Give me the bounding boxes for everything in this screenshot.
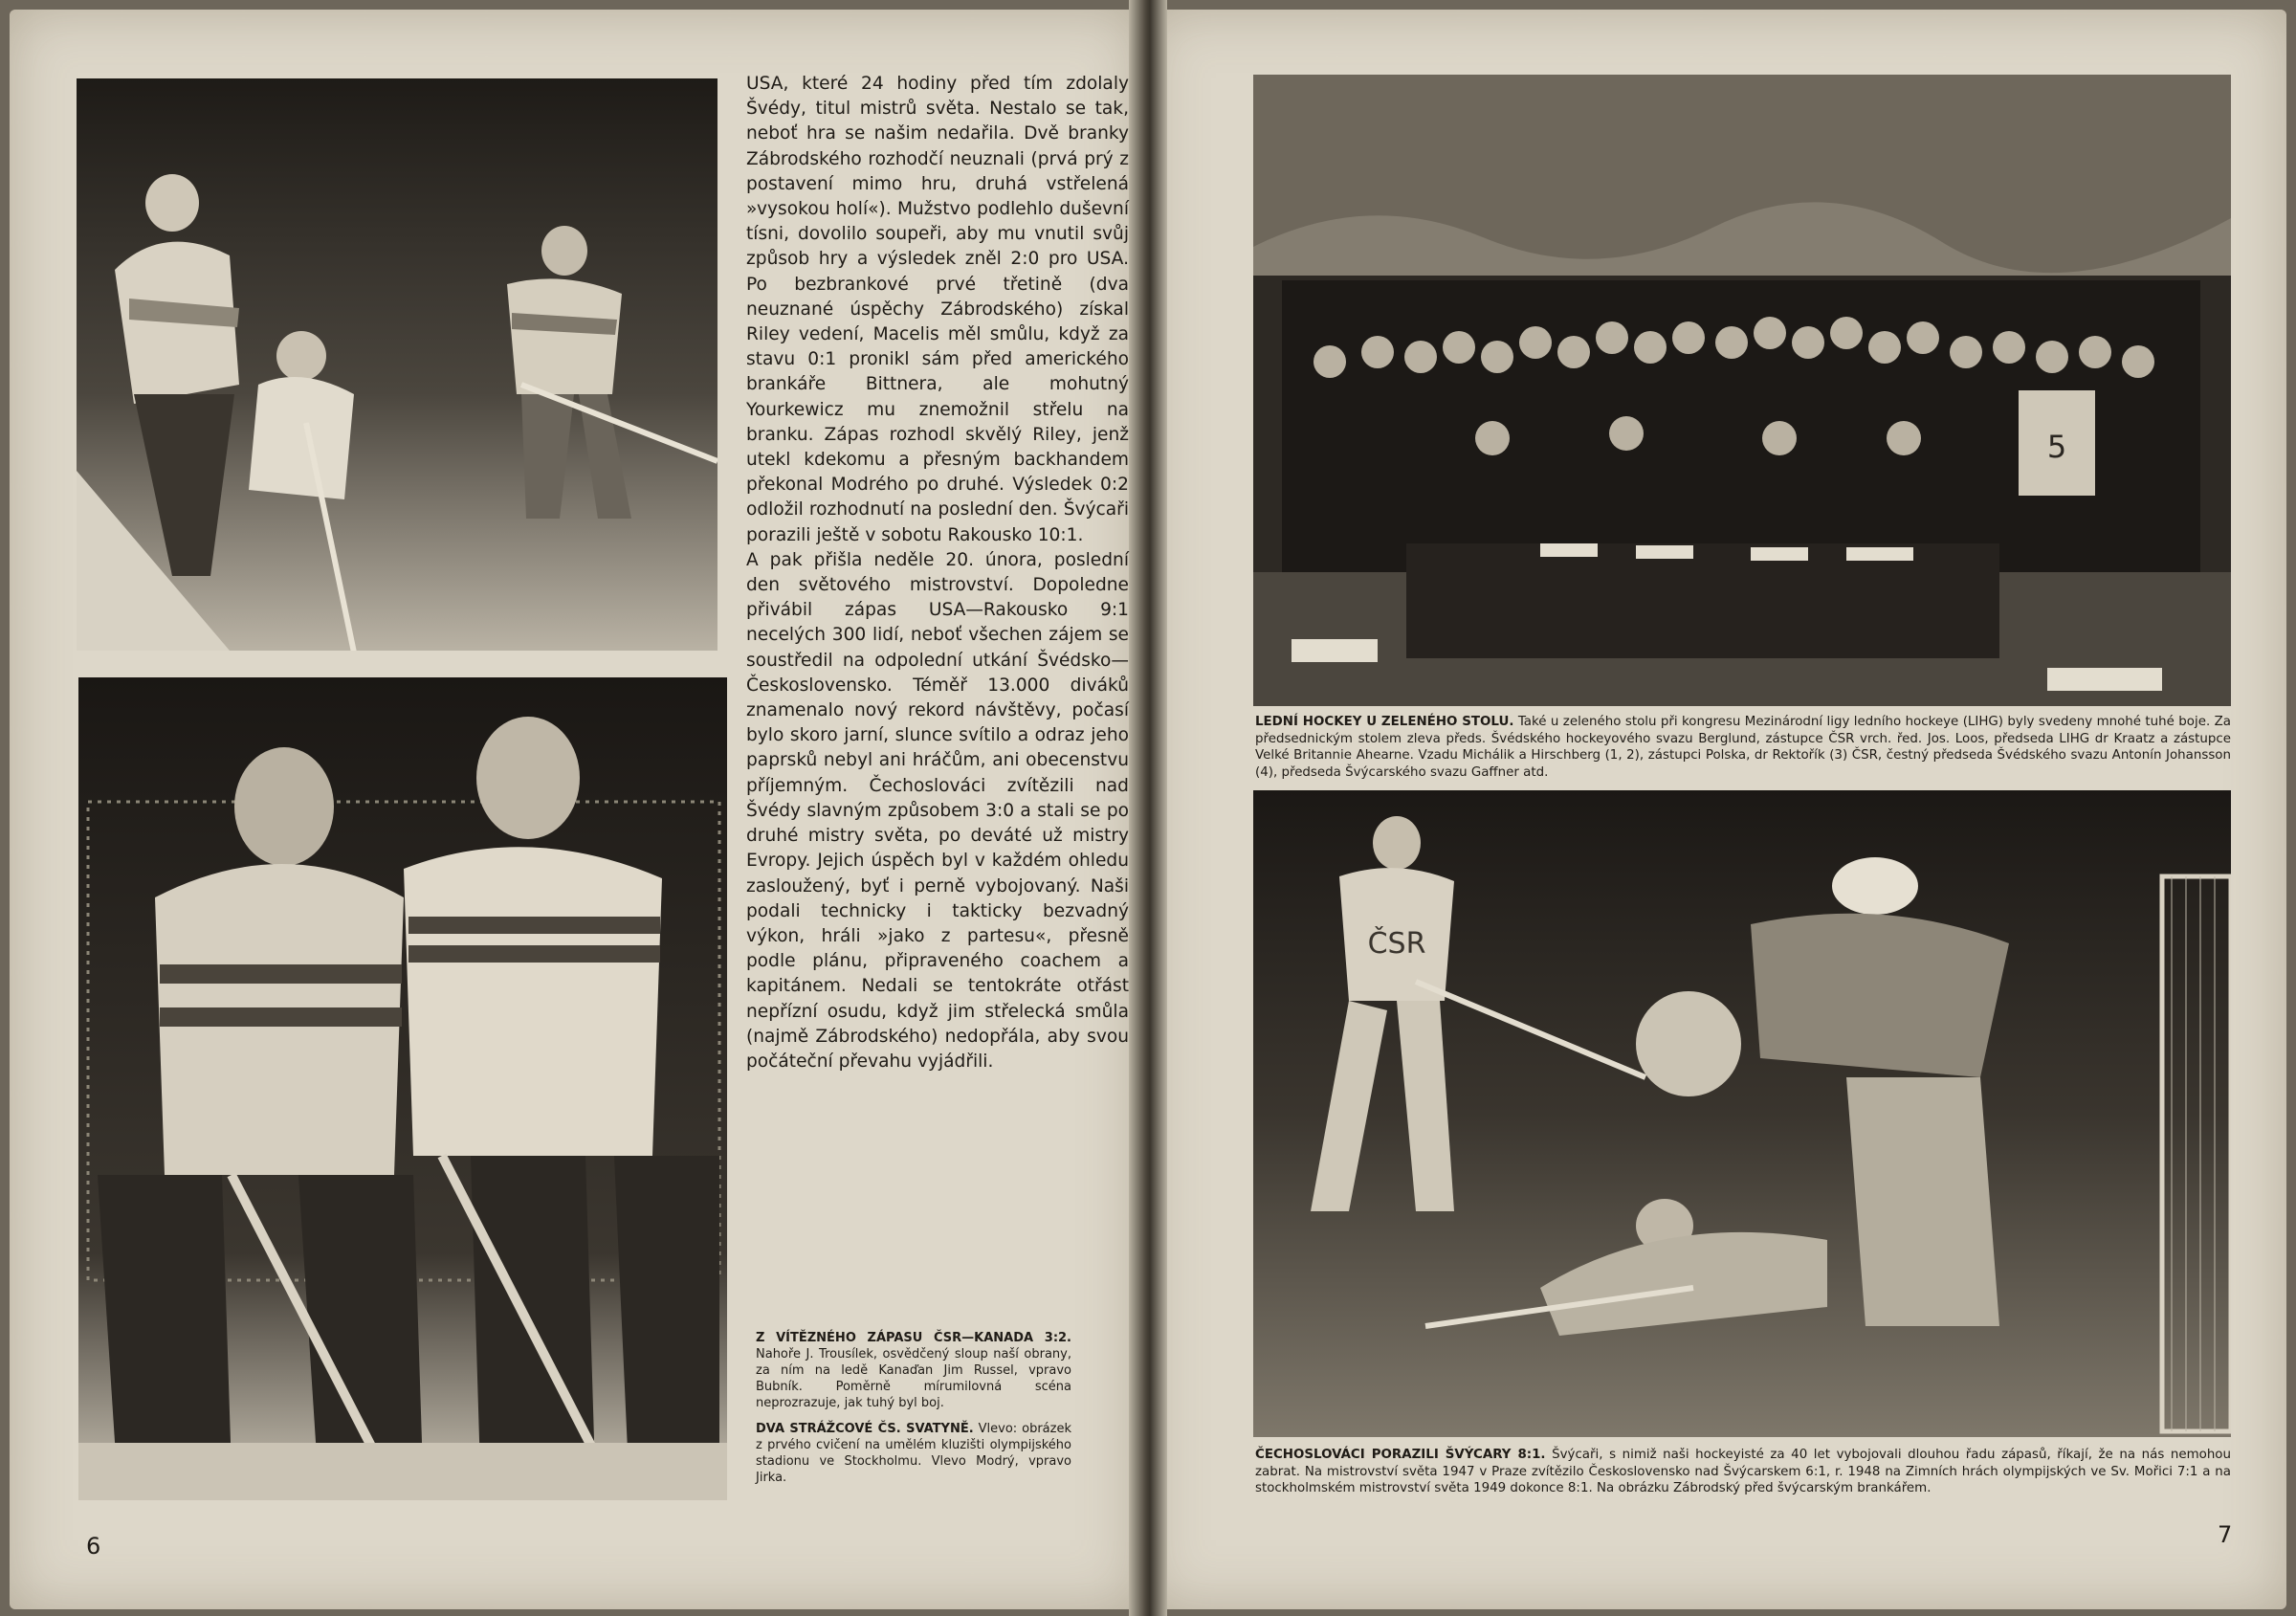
caption-text: Vlevo: obrázek z prvého cvičení na umělém kluzišti olympijského stadionu ve Stockholmu. Vlevo Modrý, vpravo Jirka.	[756, 1422, 1071, 1485]
left-page-captions	[756, 1330, 1071, 1495]
photo-czech-vs-switzerland	[1253, 790, 2231, 1437]
caption-canada-match	[756, 1330, 1071, 1411]
book-gutter	[1129, 0, 1167, 1616]
caption-lead: LEDNÍ HOCKEY U ZELENÉHO STOLU.	[1255, 715, 1514, 729]
photo-hockey-action-canada	[77, 78, 718, 651]
article-paragraph: A pak přišla neděle 20. února, poslední den světového mistrovství. Dopoledne přivábil zápas USA—Rakousko 9:1 necelých 300 lidí, neboť všechen zájem se soustředil na odpolední utkání Švédsko—Československo. Téměř 13.000 diváků znamenalo nový rekord návštěvy, počasí bylo skoro jarní, slunce svítilo a odraz jeho paprsků nebyl ani hráčům, ani obecenstvu příjemným. Čechoslováci zvítězili nad Švédy slavným způsobem 3:0 a stali se po druhé mistry světa, po deváté už mistry Evropy. Jejich úspěch byl v každém ohledu zasloužený, byť i perně vybojovaný. Naši podali technicky i takticky bezvadný výkon, hráli »jako z partesu«, přesně podle plánu, připraveného coachem a kapitánem. Nedali se tentokráte otřást nepřízní osudu, když jim střelecká smůla (najmě Zábrodského) nedopřála, aby svou počáteční převahu vyjádřili.	[746, 549, 1129, 1072]
jersey-letters: ČSR	[1367, 927, 1426, 961]
article-text	[746, 72, 1129, 1074]
caption-text: Švýcaři, s nimiž naši hockeyisté za 40 let vybojovali dlouhou řadu zápasů, říkají, že na nás nemohou zabrat. Na mistrovství světa 1947 v Praze zvítězilo Československo nad Švýcarskem 6:1, r. 1948 na Zimních hrách olympijských ve Sv. Mořici 7:1 a na stockholmském mistrovství světa 1949 dokonce 8:1. Na obrázku Zábrodský před švýcarským brankářem.	[1255, 1448, 2231, 1495]
caption-lead: DVA STRÁŽCOVÉ ČS. SVATYNĚ.	[756, 1422, 974, 1436]
jersey-number: 5	[2046, 429, 2067, 465]
article-paragraph: USA, které 24 hodiny před tím zdolaly Švédy, titul mistrů světa. Nestalo se tak, neboť hra se našim nedařila. Dvě branky Zábrodského rozhodčí neuznali (prvá prý z postavení mimo hru, druhá vstřelená »vysokou holí«). Mužstvo podlehlo duševní tísni, dovolilo soupeři, aby mu vnutil svůj způsob hry a výsledek zněl 2:0 pro USA. Po bezbrankové prvé třetině (dva neuznané úspěchy Zábrodského) získal Riley vedení, Macelis měl smůlu, když za stavu 0:1 pronikl sám před amerického brankáře Bittnera, ale mohutný Yourkewicz mu znemožnil střelu na branku. Zápas rozhodl skvělý Riley, jenž utekl kdekomu a přesným backhandem překonal Modrého po druhé. Výsledek 0:2 odložil rozhodnutí na poslední den. Švýcaři porazili ještě v sobotu Rakousko 10:1.	[746, 74, 1129, 545]
caption-goalkeepers	[756, 1421, 1071, 1486]
photo-lihg-congress	[1253, 75, 2231, 706]
caption-switzerland	[1255, 1447, 2231, 1497]
caption-text: Také u zeleného stolu při kongresu Mezinárodní ligy ledního hockeye (LIHG) byly svedeny mnohé tuhé boje. Za předsednickým stolem zleva předs. Švédského hockeyového svazu Berglund, zástupce ČSR vrch. řed. Jos. Loos, předseda LIHG dr Kraatz a zástupce Velké Britannie Ahearne. Vzadu Michálik a Hirschberg (1, 2), zástupci Polska, dr Rektořík (3) ČSR, čestný předseda Švédského svazu Antonín Johansson (4), předseda Švýcarského svazu Gaffner atd.	[1255, 715, 2231, 780]
caption-lead: Z VÍTĚZNÉHO ZÁPASU ČSR—KANADA 3:2.	[756, 1331, 1071, 1345]
page-number-right: 7	[2218, 1521, 2233, 1548]
caption-lead: ČECHOSLOVÁCI PORAZILI ŠVÝCARY 8:1.	[1255, 1448, 1546, 1462]
caption-congress	[1255, 714, 2231, 781]
photo-two-goalkeepers	[78, 677, 727, 1500]
caption-text: Nahoře J. Trousílek, osvědčený sloup naší obrany, za ním na ledě Kanaďan Jim Russel, vpravo Bubník. Poměrně mírumilovná scéna neprozrazuje, jak tuhý byl boj.	[756, 1347, 1071, 1410]
page-number-left: 6	[86, 1533, 101, 1560]
